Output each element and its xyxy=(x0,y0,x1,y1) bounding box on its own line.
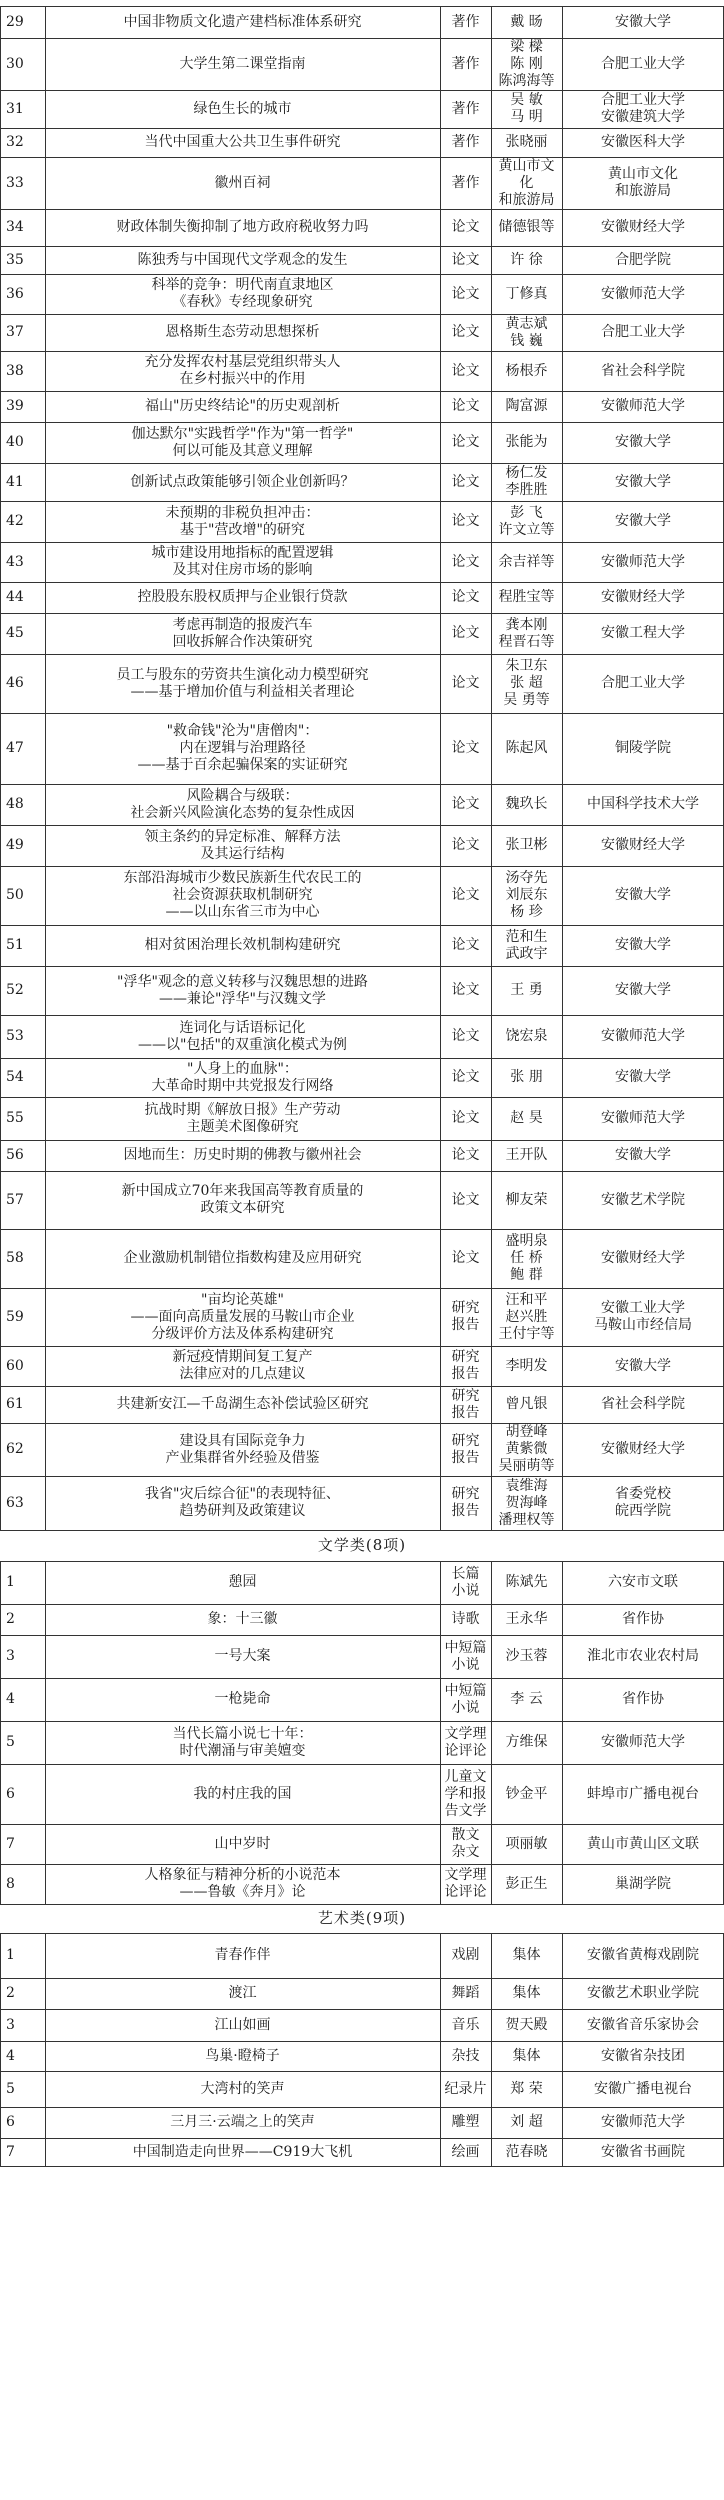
author-cell: 集体 xyxy=(512,2047,541,2064)
num-cell: 2 xyxy=(6,1611,15,1627)
num-cell: 36 xyxy=(6,285,24,302)
unit-cell: 安徽师范大学 xyxy=(601,2114,685,2130)
unit-cell: 安徽大学 xyxy=(615,513,671,529)
num-cell: 54 xyxy=(6,1069,24,1085)
author-cell: 李 云 xyxy=(510,1691,543,1707)
unit-cell: 安徽财经大学 xyxy=(601,219,685,235)
unit-cell: 安徽师范大学 xyxy=(601,553,685,570)
author-cell: 张卫彬 xyxy=(505,837,548,853)
title-cell: 抗战时期《解放日报》生产劳动 主题美术图像研究 xyxy=(144,1101,341,1135)
num-cell: 51 xyxy=(6,937,24,953)
title-cell: 三月三·云端之上的笑声 xyxy=(170,2114,315,2130)
type-cell: 戏剧 xyxy=(451,1947,480,1963)
unit-cell: 省作协 xyxy=(622,1691,664,1707)
author-cell: 吴 敏 马 明 xyxy=(510,92,543,125)
unit-cell: 安徽工业大学 马鞍山市经信局 xyxy=(594,1300,692,1333)
unit-cell: 安徽省黄梅戏剧院 xyxy=(587,1947,699,1963)
type-cell: 音乐 xyxy=(451,2016,480,2033)
type-cell: 论文 xyxy=(451,553,480,570)
unit-cell: 安徽师范大学 xyxy=(601,1028,685,1044)
type-cell: 中短篇 小说 xyxy=(444,1682,487,1716)
unit-cell: 安徽省音乐家协会 xyxy=(587,2016,699,2033)
num-cell: 43 xyxy=(6,553,24,570)
unit-cell: 安徽医科大学 xyxy=(601,134,685,150)
title-cell: 建设具有国际竞争力 产业集群省外经验及借鉴 xyxy=(165,1432,320,1466)
num-cell: 4 xyxy=(6,1691,15,1707)
unit-cell: 安徽大学 xyxy=(615,937,671,953)
author-cell: 饶宏泉 xyxy=(505,1028,548,1044)
author-cell: 汤夺先 刘辰东 杨 珍 xyxy=(505,870,548,920)
author-cell: 李明发 xyxy=(505,1357,548,1374)
num-cell: 1 xyxy=(6,1574,15,1590)
type-cell: 雕塑 xyxy=(451,2114,480,2130)
unit-cell: 黄山市文化 和旅游局 xyxy=(608,166,678,199)
title-cell: 鸟巢·瞪椅子 xyxy=(205,2047,280,2064)
num-cell: 3 xyxy=(6,2016,15,2033)
type-cell: 文学理 论评论 xyxy=(444,1867,487,1900)
type-cell: 论文 xyxy=(451,398,480,414)
type-cell: 论文 xyxy=(451,1028,480,1044)
author-cell: 陈起风 xyxy=(505,740,548,756)
num-cell: 33 xyxy=(6,174,24,191)
category-heading: 艺术类(9项) xyxy=(317,1909,407,1927)
title-cell: 绿色生长的城市 xyxy=(193,100,292,117)
type-cell: 论文 xyxy=(451,625,480,641)
title-cell: 考虑再制造的报废汽车 回收拆解合作决策研究 xyxy=(172,616,313,650)
num-cell: 2 xyxy=(6,1985,15,2001)
title-cell: 未预期的非税负担冲击： 基于"营改增"的研究 xyxy=(165,504,320,538)
type-cell: 论文 xyxy=(451,796,480,812)
author-cell: 陶富源 xyxy=(505,398,548,414)
title-cell: 新中国成立70年来我国高等教育质量的 政策文本研究 xyxy=(121,1183,364,1216)
title-cell: 青春作伴 xyxy=(214,1947,271,1963)
title-cell: 徽州百祠 xyxy=(214,174,271,191)
type-cell: 论文 xyxy=(451,473,480,490)
unit-cell: 安徽省杂技团 xyxy=(601,2047,685,2064)
unit-cell: 安徽大学 xyxy=(615,434,671,450)
unit-cell: 铜陵学院 xyxy=(615,740,671,756)
author-cell: 魏玖长 xyxy=(505,796,548,812)
type-cell: 杂技 xyxy=(451,2047,480,2064)
type-cell: 论文 xyxy=(451,887,480,903)
author-cell: 梁 樑 陈 刚 陈鸿海等 xyxy=(498,38,555,89)
type-cell: 舞蹈 xyxy=(451,1985,480,2001)
unit-cell: 省委党校 皖西学院 xyxy=(615,1486,671,1519)
unit-cell: 安徽财经大学 xyxy=(601,837,685,853)
unit-cell: 安徽艺术学院 xyxy=(601,1191,685,1208)
title-cell: 一枪毙命 xyxy=(214,1691,271,1707)
author-cell: 余吉祥等 xyxy=(498,553,555,570)
title-cell: 大学生第二课堂指南 xyxy=(179,55,306,72)
title-cell: 风险耦合与级联： 社会新兴风险演化态势的复杂性成因 xyxy=(130,787,355,821)
author-cell: 胡登峰 黄紫微 吴丽萌等 xyxy=(498,1424,555,1474)
num-cell: 3 xyxy=(6,1648,15,1664)
author-cell: 袁维海 贺海峰 潘理权等 xyxy=(498,1477,555,1528)
author-cell: 储德银等 xyxy=(498,219,555,235)
title-cell: 创新试点政策能够引领企业创新吗？ xyxy=(130,473,355,490)
author-cell: 张能为 xyxy=(505,434,548,450)
title-cell: 员工与股东的劳资共生演化动力模型研究 ——基于增加价值与利益相关者理论 xyxy=(116,666,369,700)
unit-cell: 安徽师范大学 xyxy=(601,398,685,414)
num-cell: 6 xyxy=(6,2114,15,2130)
num-cell: 53 xyxy=(6,1028,24,1044)
author-cell: 张晓丽 xyxy=(505,134,548,150)
author-cell: 陈斌先 xyxy=(505,1574,548,1590)
author-cell: 贺天殿 xyxy=(505,2016,548,2033)
num-cell: 40 xyxy=(6,434,24,450)
num-cell: 41 xyxy=(6,473,24,490)
title-cell: "救命钱"沦为"唐僧肉"： 内在逻辑与治理路径 ——基于百余起骗保案的实证研究 xyxy=(137,723,348,773)
type-cell: 论文 xyxy=(451,1191,480,1208)
title-cell: 充分发挥农村基层党组织带头人 在乡村振兴中的作用 xyxy=(144,354,341,387)
unit-cell: 中国科学技术大学 xyxy=(587,796,699,812)
unit-cell: 省作协 xyxy=(622,1611,664,1627)
title-cell: 当代中国重大公共卫生事件研究 xyxy=(144,134,341,150)
title-cell: 当代长篇小说七十年： 时代潮涌与审美嬗变 xyxy=(172,1725,313,1759)
type-cell: 论文 xyxy=(451,219,480,235)
num-cell: 52 xyxy=(6,982,24,998)
title-cell: 领主条约的异定标准、解释方法 及其运行结构 xyxy=(144,828,341,862)
type-cell: 著作 xyxy=(451,55,480,72)
author-cell: 张 朋 xyxy=(510,1069,543,1085)
num-cell: 37 xyxy=(6,324,24,340)
num-cell: 63 xyxy=(6,1494,24,1511)
title-cell: 因地而生：历史时期的佛教与徽州社会 xyxy=(123,1147,362,1163)
title-cell: 新冠疫情期间复工复产 法律应对的几点建议 xyxy=(172,1349,313,1382)
type-cell: 论文 xyxy=(451,1147,480,1163)
num-cell: 46 xyxy=(6,675,24,691)
num-cell: 6 xyxy=(6,1785,15,1802)
num-cell: 31 xyxy=(6,100,24,117)
author-cell: 程胜宝等 xyxy=(498,589,555,605)
type-cell: 论文 xyxy=(451,324,480,340)
unit-cell: 六安市文联 xyxy=(608,1574,678,1590)
type-cell: 研究 报告 xyxy=(451,1387,480,1421)
category-heading: 文学类(8项) xyxy=(317,1536,407,1554)
unit-cell: 安徽工程大学 xyxy=(601,625,685,641)
author-cell: 盛明泉 任 桥 鲍 群 xyxy=(505,1233,548,1283)
num-cell: 57 xyxy=(6,1191,24,1208)
unit-cell: 巢湖学院 xyxy=(615,1875,671,1892)
num-cell: 7 xyxy=(6,2143,15,2160)
type-cell: 论文 xyxy=(451,982,480,998)
unit-cell: 安徽大学 xyxy=(615,1357,671,1374)
author-cell: 郑 荣 xyxy=(510,2080,543,2097)
unit-cell: 安徽省书画院 xyxy=(601,2143,685,2160)
title-cell: 科举的竞争：明代南直隶地区 《春秋》专经现象研究 xyxy=(151,277,334,310)
unit-cell: 安徽广播电视台 xyxy=(594,2080,692,2097)
author-cell: 曾凡银 xyxy=(505,1396,548,1412)
title-cell: 渡江 xyxy=(228,1985,257,2001)
type-cell: 研究 报告 xyxy=(451,1486,480,1519)
unit-cell: 合肥学院 xyxy=(615,251,671,268)
author-cell: 刘 超 xyxy=(510,2114,543,2130)
type-cell: 论文 xyxy=(451,285,480,302)
unit-cell: 蚌埠市广播电视台 xyxy=(587,1785,699,1802)
author-cell: 彭 飞 许文立等 xyxy=(498,504,555,538)
type-cell: 研究 报告 xyxy=(451,1300,480,1333)
title-cell: "人身上的血脉"： 大革命时期中共党报发行网络 xyxy=(151,1060,334,1094)
author-cell: 项丽敏 xyxy=(505,1835,548,1852)
type-cell: 文学理 论评论 xyxy=(444,1725,487,1759)
num-cell: 5 xyxy=(6,1734,15,1750)
author-cell: 钞金平 xyxy=(505,1785,548,1802)
unit-cell: 安徽艺术职业学院 xyxy=(587,1985,699,2001)
title-cell: 企业激励机制错位指数构建及应用研究 xyxy=(123,1250,362,1266)
author-cell: 王永华 xyxy=(505,1611,548,1627)
author-cell: 方维保 xyxy=(505,1734,548,1750)
unit-cell: 安徽大学 xyxy=(615,887,671,903)
author-cell: 范春晓 xyxy=(505,2143,548,2160)
author-cell: 集体 xyxy=(512,1985,541,2001)
title-cell: "亩均论英雄" ——面向高质量发展的马鞍山市企业 分级评价方法及体系构建研究 xyxy=(130,1291,355,1342)
type-cell: 论文 xyxy=(451,513,480,529)
num-cell: 32 xyxy=(6,134,24,150)
type-cell: 著作 xyxy=(451,13,480,30)
author-cell: 许 徐 xyxy=(510,251,543,268)
unit-cell: 省社会科学院 xyxy=(601,362,685,379)
type-cell: 著作 xyxy=(451,174,480,191)
title-cell: 伽达默尔"实践哲学"作为"第一哲学" 何以可能及其意义理解 xyxy=(131,425,354,459)
num-cell: 8 xyxy=(6,1875,15,1892)
title-cell: 我省"灾后综合征"的表现特征、 趋势研判及政策建议 xyxy=(145,1486,340,1519)
unit-cell: 安徽师范大学 xyxy=(601,285,685,302)
title-cell: 财政体制失衡抑制了地方政府税收努力吗 xyxy=(116,219,369,235)
author-cell: 赵 昊 xyxy=(510,1110,543,1126)
type-cell: 儿童文 学和报 告文学 xyxy=(444,1768,487,1819)
type-cell: 论文 xyxy=(451,589,480,605)
num-cell: 7 xyxy=(6,1835,15,1852)
author-cell: 彭正生 xyxy=(505,1875,548,1892)
type-cell: 纪录片 xyxy=(444,2080,487,2097)
author-cell: 集体 xyxy=(512,1947,541,1963)
unit-cell: 淮北市农业农村局 xyxy=(587,1648,699,1664)
type-cell: 中短篇 小说 xyxy=(444,1639,487,1673)
num-cell: 59 xyxy=(6,1308,24,1325)
type-cell: 研究 报告 xyxy=(451,1349,480,1382)
type-cell: 著作 xyxy=(451,134,480,150)
num-cell: 50 xyxy=(6,887,24,903)
title-cell: 象：十三徽 xyxy=(207,1611,278,1627)
type-cell: 论文 xyxy=(451,1250,480,1266)
num-cell: 30 xyxy=(6,55,24,72)
num-cell: 44 xyxy=(6,589,24,605)
title-cell: 中国非物质文化遗产建档标准体系研究 xyxy=(123,13,362,30)
type-cell: 著作 xyxy=(451,100,480,117)
title-cell: 恩格斯生态劳动思想探析 xyxy=(165,324,320,340)
title-cell: 一号大案 xyxy=(214,1648,271,1664)
unit-cell: 安徽财经大学 xyxy=(601,1441,685,1457)
author-cell: 沙玉蓉 xyxy=(505,1648,548,1664)
num-cell: 45 xyxy=(6,625,24,641)
type-cell: 论文 xyxy=(451,362,480,379)
num-cell: 5 xyxy=(6,2080,15,2097)
title-cell: 福山"历史终结论"的历史观剖析 xyxy=(145,398,340,414)
title-cell: 我的村庄我的国 xyxy=(193,1785,292,1802)
title-cell: 控股股东股权质押与企业银行贷款 xyxy=(137,589,348,605)
title-cell: 憩园 xyxy=(228,1574,257,1590)
unit-cell: 安徽财经大学 xyxy=(601,589,685,605)
type-cell: 散文 杂文 xyxy=(451,1827,480,1860)
unit-cell: 合肥工业大学 xyxy=(601,55,685,72)
unit-cell: 安徽大学 xyxy=(615,473,671,490)
title-cell: 江山如画 xyxy=(214,2016,271,2033)
author-cell: 龚本刚 程晋石等 xyxy=(498,616,555,650)
unit-cell: 安徽大学 xyxy=(615,1147,671,1163)
author-cell: 王 勇 xyxy=(510,982,543,998)
title-cell: 陈独秀与中国现代文学观念的发生 xyxy=(137,251,348,268)
type-cell: 论文 xyxy=(451,1110,480,1126)
title-cell: "浮华"观念的意义转移与汉魏思想的进路 ——兼论"浮华"与汉魏文学 xyxy=(117,973,368,1007)
num-cell: 34 xyxy=(6,219,24,235)
unit-cell: 省社会科学院 xyxy=(601,1396,685,1412)
unit-cell: 合肥工业大学 xyxy=(601,675,685,691)
num-cell: 39 xyxy=(6,398,24,414)
num-cell: 56 xyxy=(6,1147,24,1163)
num-cell: 4 xyxy=(6,2047,15,2064)
unit-cell: 安徽大学 xyxy=(615,13,671,30)
author-cell: 黄山市文化 和旅游局 xyxy=(498,157,555,208)
unit-cell: 安徽大学 xyxy=(615,1069,671,1085)
type-cell: 论文 xyxy=(451,675,480,691)
type-cell: 论文 xyxy=(451,837,480,853)
type-cell: 论文 xyxy=(451,1069,480,1085)
author-cell: 范和生 武政宇 xyxy=(505,928,548,962)
author-cell: 汪和平 赵兴胜 王付宇等 xyxy=(498,1291,555,1342)
type-cell: 绘画 xyxy=(451,2143,480,2160)
title-cell: 相对贫困治理长效机制构建研究 xyxy=(144,937,341,953)
author-cell: 柳友荣 xyxy=(505,1191,548,1208)
author-cell: 杨仁发 李胜胜 xyxy=(505,465,548,498)
title-cell: 人格象征与精神分析的小说范本 ——鲁敏《奔月》论 xyxy=(144,1867,341,1900)
type-cell: 研究 报告 xyxy=(451,1432,480,1466)
unit-cell: 安徽师范大学 xyxy=(601,1110,685,1126)
type-cell: 论文 xyxy=(451,740,480,756)
title-cell: 连词化与话语标记化 ——以"包括"的双重演化模式为例 xyxy=(138,1019,347,1053)
unit-cell: 安徽财经大学 xyxy=(601,1250,685,1266)
title-cell: 共建新安江—千岛湖生态补偿试验区研究 xyxy=(116,1396,369,1412)
type-cell: 论文 xyxy=(451,434,480,450)
author-cell: 王开队 xyxy=(505,1147,548,1163)
unit-cell: 安徽大学 xyxy=(615,982,671,998)
num-cell: 38 xyxy=(6,362,24,379)
author-cell: 朱卫东 张 超 吴 勇等 xyxy=(503,658,550,708)
unit-cell: 黄山市黄山区文联 xyxy=(587,1835,699,1852)
num-cell: 47 xyxy=(6,740,24,756)
type-cell: 长篇 小说 xyxy=(451,1565,480,1599)
type-cell: 诗歌 xyxy=(451,1611,480,1627)
num-cell: 42 xyxy=(6,513,24,529)
num-cell: 29 xyxy=(6,13,24,30)
title-cell: 山中岁时 xyxy=(214,1835,271,1852)
type-cell: 论文 xyxy=(451,251,480,268)
num-cell: 58 xyxy=(6,1250,24,1266)
author-cell: 杨根乔 xyxy=(505,362,548,379)
title-cell: 城市建设用地指标的配置逻辑 及其对住房市场的影响 xyxy=(151,545,334,578)
title-cell: 大湾村的笑声 xyxy=(200,2080,285,2097)
num-cell: 35 xyxy=(6,251,24,268)
num-cell: 61 xyxy=(6,1396,24,1412)
title-cell: 中国制造走向世界——C919大飞机 xyxy=(132,2143,353,2160)
author-cell: 丁修真 xyxy=(505,285,548,302)
unit-cell: 合肥工业大学 xyxy=(601,324,685,340)
num-cell: 49 xyxy=(6,837,24,853)
author-cell: 黄志斌 钱 巍 xyxy=(505,315,548,349)
num-cell: 60 xyxy=(6,1357,24,1374)
num-cell: 48 xyxy=(6,796,24,812)
author-cell: 戴 旸 xyxy=(510,13,543,30)
num-cell: 55 xyxy=(6,1110,24,1126)
title-cell: 东部沿海城市少数民族新生代农民工的 社会资源获取机制研究 ——以山东省三市为中心 xyxy=(123,870,362,920)
unit-cell: 安徽师范大学 xyxy=(601,1734,685,1750)
num-cell: 1 xyxy=(6,1947,15,1963)
unit-cell: 合肥工业大学 安徽建筑大学 xyxy=(601,92,685,125)
type-cell: 论文 xyxy=(451,937,480,953)
num-cell: 62 xyxy=(6,1441,24,1457)
